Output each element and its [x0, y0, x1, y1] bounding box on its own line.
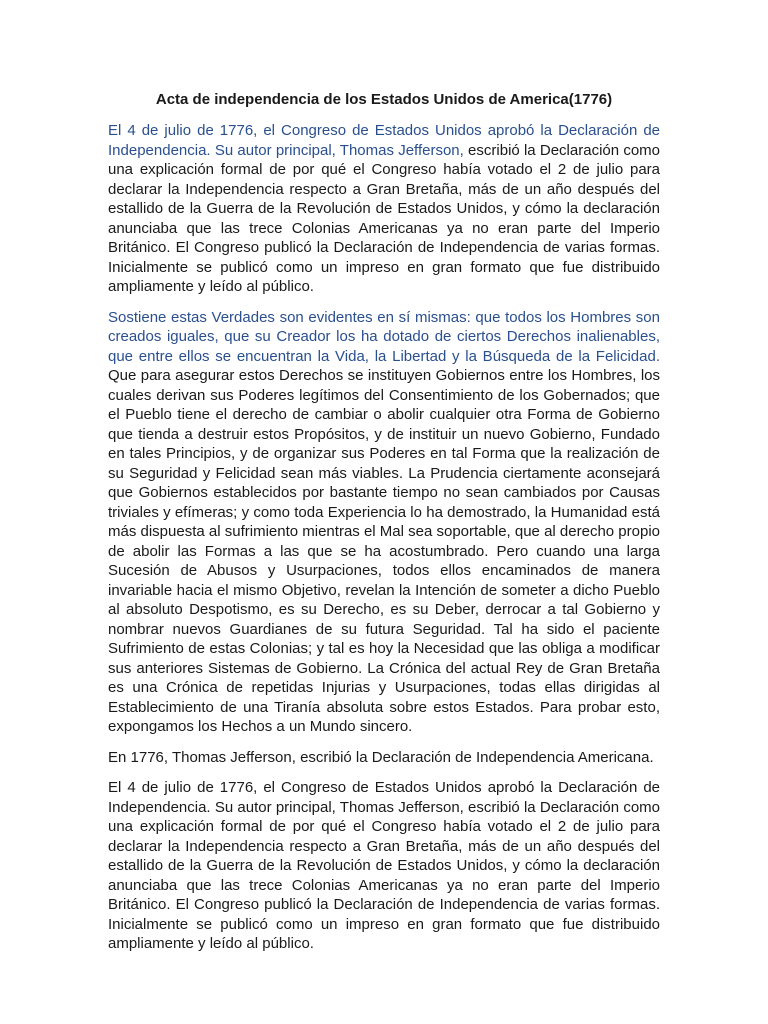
paragraph-3 — [108, 748, 660, 768]
document-title: Acta de independencia de los Estados Unidos de America(1776) — [155, 91, 613, 108]
paragraph-1-text: escribió la Declaración como una explicación formal de por qué el Congreso había votado el 2 de julio para declarar la Independencia respecto a Gran Bretaña, más de un año después del estallido de la Guerra de la Revolución de Estados Unidos, y cómo la declaración anunciaba que las trece Colonias Americanas ya no eran parte del Imperio Británico. El Congreso publicó la Declaración de Independencia de varias formas. Inicialmente se publicó como un impreso en gran formato que fue distribuido ampliamente y leído al público. — [108, 141, 660, 295]
paragraph-1 — [108, 121, 660, 297]
paragraph-4-text: El 4 de julio de 1776, el Congreso de Estados Unidos aprobó la Declaración de Independencia. Su autor principal, Thomas Jefferson, escribió la Declaración como una explicación formal de por qué el Congreso había votado el 2 de julio para declarar la Independencia respecto a Gran Bretaña, más de un año después del estallido de la Guerra de la Revolución de Estados Unidos, y cómo la declaración anunciaba que las trece Colonias Americanas ya no eran parte del Imperio Británico. El Congreso publicó la Declaración de Independencia de varias formas. Inicialmente se publicó como un impreso en gran formato que fue distribuido ampliamente y leído al público. — [108, 779, 660, 952]
paragraph-2 — [108, 308, 660, 737]
paragraph-3-text: En 1776, Thomas Jefferson, escribió la Declaración de Independencia Americana. — [108, 748, 654, 766]
paragraph-4 — [108, 778, 660, 954]
paragraph-2-highlight: Sostiene estas Verdades son evidentes en sí mismas: que todos los Hombres son creados iguales, que su Creador los ha dotado de ciertos Derechos inalienables, que entre ellos se encuentran la Vida, la Libertad y la Búsqueda de la Felicidad. — [108, 308, 660, 365]
paragraph-2-text: Que para asegurar estos Derechos se instituyen Gobiernos entre los Hombres, los cuales derivan sus Poderes legítimos del Consentimiento de los Gobernados; que el Pueblo tiene el derecho de cambiar o abolir cualquier otra Forma de Gobierno que tienda a destruir estos Propósitos, y de instituir un nuevo Gobierno, Fundado en tales Principios, y de organizar sus Poderes en tal Forma que la realización de su Seguridad y Felicidad sean más viables. La Prudencia ciertamente aconsejará que Gobiernos establecidos por bastante tiempo no sean cambiados por Causas triviales y efímeras; y como toda Experiencia lo ha demostrado, la Humanidad está más dispuesta al sufrimiento mientras el Mal sea soportable, que al derecho propio de abolir las Formas a las que se ha acostumbrado. Pero cuando una larga Sucesión de Abusos y Usurpaciones, todos ellos encaminados de manera invariable hacia el mismo Objetivo, revelan la Intención de someter a dicho Pueblo al absoluto Despotismo, es su Derecho, es su Deber, derrocar a tal Gobierno y nombrar nuevos Guardianes de su futura Seguridad. Tal ha sido el paciente Sufrimiento de estas Colonias; y tal es hoy la Necesidad que las obliga a modificar sus anteriores Sistemas de Gobierno. La Crónica del actual Rey de Gran Bretaña es una Crónica de repetidas Injurias y Usurpaciones, todas ellas dirigidas al Establecimiento de una Tiranía absoluta sobre estos Estados. Para probar esto, expongamos los Hechos a un Mundo sincero. — [108, 367, 660, 735]
paragraph-1-highlight: El 4 de julio de 1776, el Congreso de Estados Unidos aprobó la Declaración de Independencia. Su autor principal, Thomas Jefferson, — [108, 122, 660, 159]
